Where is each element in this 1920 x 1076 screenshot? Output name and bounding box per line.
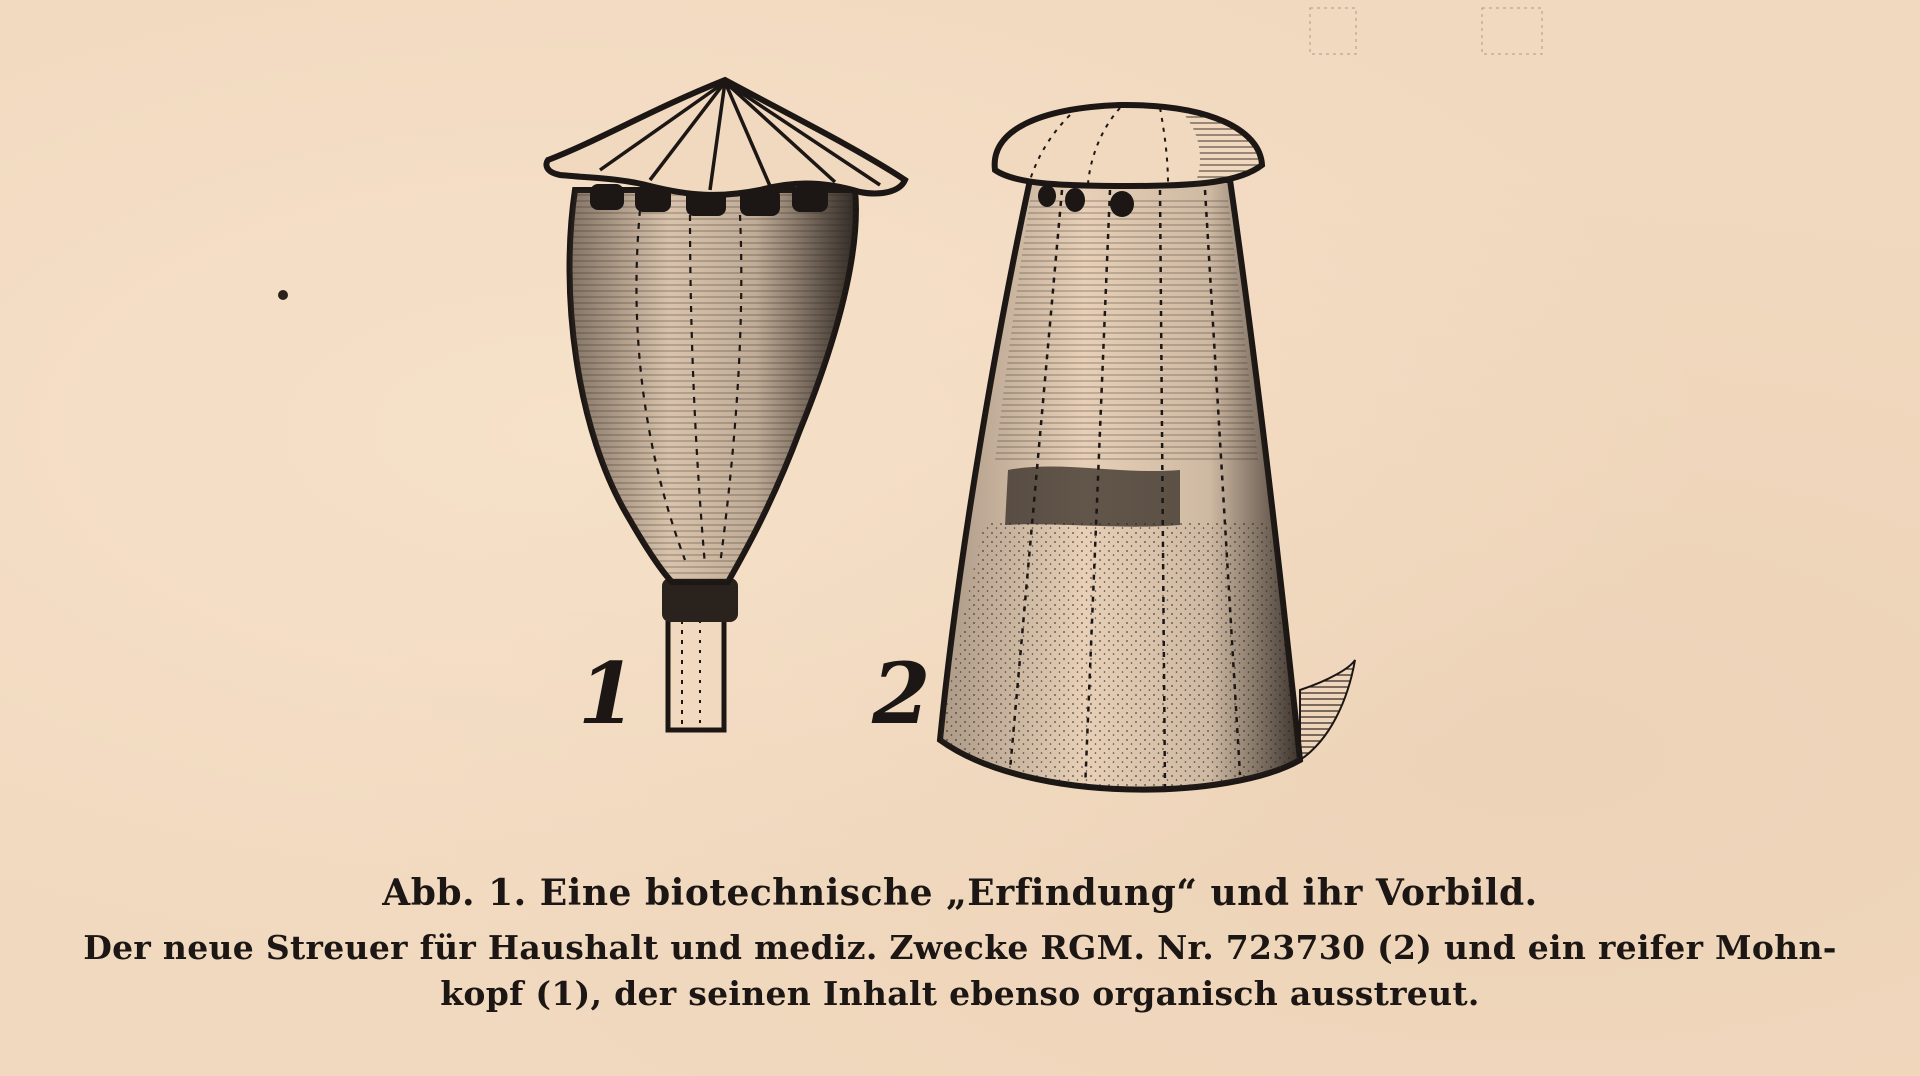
caption-title: Abb. 1. Eine biotechnische „Erfindung“ und ihr Vorbild.	[382, 872, 1538, 914]
figure-label-2: 2	[872, 644, 931, 743]
caption-text-line-2: kopf (1), der seinen Inhalt ebenso organisch ausstreut.	[440, 974, 1480, 1013]
caption-text-line-1: Der neue Streuer für Haushalt und mediz. Zwecke RGM. Nr. 723730 (2) und ein reifer Mohn-	[83, 928, 1837, 967]
shaker-icon	[940, 105, 1355, 790]
figure-label-1: 1	[578, 644, 637, 743]
paper-specks	[278, 8, 1542, 300]
poppy-seed-head-icon	[546, 80, 905, 730]
